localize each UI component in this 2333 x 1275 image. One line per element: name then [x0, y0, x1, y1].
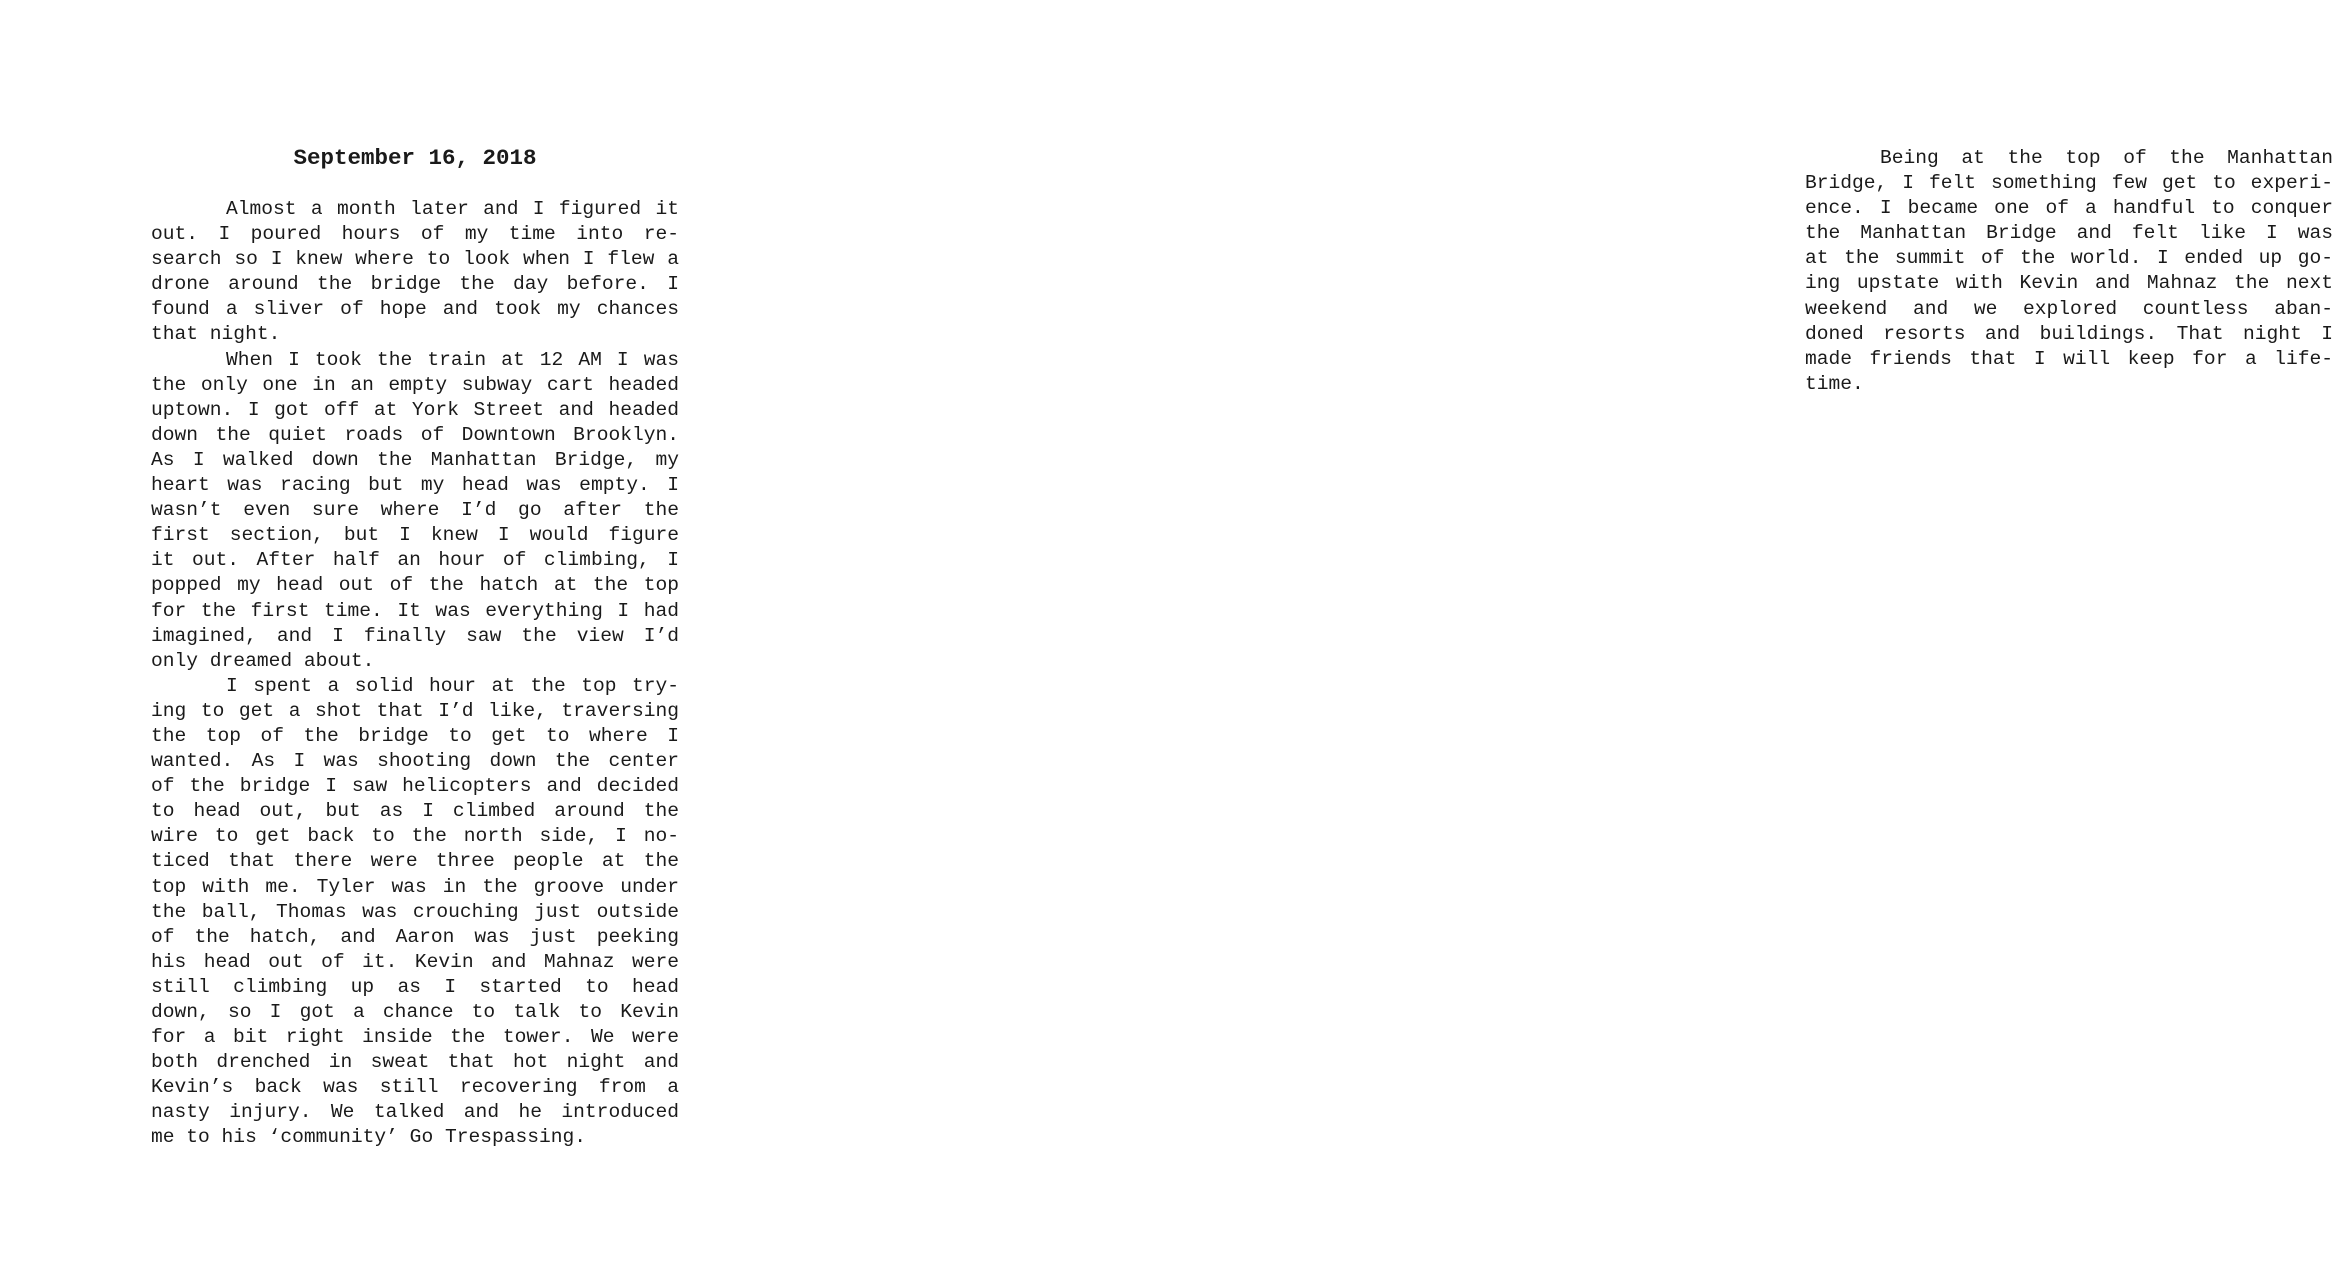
text-line: the only one in an empty subway cart headed [151, 373, 679, 396]
text-line: As I walked down the Manhattan Bridge, my [151, 448, 679, 471]
text-line: that night. [151, 323, 281, 346]
left-text-column [151, 197, 679, 1151]
text-line: ticed that there were three people at the [151, 850, 679, 873]
text-line: first section, but I knew I would figure [151, 524, 679, 547]
text-line: of the bridge I saw helicopters and decided [151, 775, 679, 798]
left-page [0, 0, 825, 1275]
text-line: ence. I became one of a handful to conquer [1805, 197, 2333, 220]
text-line: weekend and we explored countless aban- [1805, 297, 2333, 320]
text-line: out. I poured hours of my time into re- [151, 223, 679, 246]
text-line: Bridge, I felt something few get to experi- [1805, 172, 2333, 195]
text-line: time. [1805, 372, 1864, 395]
text-line: both drenched in sweat that hot night and [151, 1051, 679, 1074]
text-line: the Manhattan Bridge and felt like I was [1805, 222, 2333, 245]
text-line: wanted. As I was shooting down the center [151, 750, 679, 773]
text-line: drone around the bridge the day before. I [151, 273, 679, 296]
text-line: popped my head out of the hatch at the top [151, 574, 679, 597]
text-line: nasty injury. We talked and he introduced [151, 1101, 679, 1124]
text-line: uptown. I got off at York Street and headed [151, 398, 679, 421]
text-line: When I took the train at 12 AM I was [226, 348, 679, 371]
text-line: Being at the top of the Manhattan [1880, 147, 2333, 169]
text-line: wasn’t even sure where I’d go after the [151, 499, 679, 522]
text-line: Kevin’s back was still recovering from a [151, 1076, 679, 1099]
text-line: ing upstate with Kevin and Mahnaz the next [1805, 272, 2333, 295]
text-line: the ball, Thomas was crouching just outside [151, 900, 679, 923]
text-line: down, so I got a chance to talk to Kevin [151, 1001, 679, 1023]
right-page [825, 0, 2333, 1275]
text-line: wire to get back to the north side, I no- [151, 825, 679, 848]
text-line: at the summit of the world. I ended up go- [1805, 247, 2333, 270]
text-line: still climbing up as I started to head [151, 975, 679, 998]
text-line: his head out of it. Kevin and Mahnaz were [151, 950, 679, 973]
text-line: only dreamed about. [151, 649, 375, 672]
text-line: it out. After half an hour of climbing, I [151, 549, 679, 572]
text-line: I spent a solid hour at the top try- [226, 674, 679, 697]
text-line: of the hatch, and Aaron was just peeking [151, 925, 679, 948]
text-line: ing to get a shot that I’d like, traversing [151, 699, 679, 722]
text-line: down the quiet roads of Downtown Brooklyn. [151, 423, 679, 446]
entry-date-heading: September 16, 2018 [293, 145, 537, 171]
text-line: search so I knew where to look when I flew a [151, 248, 679, 271]
text-line: found a sliver of hope and took my chances [151, 298, 679, 321]
text-line: for a bit right inside the tower. We were [151, 1026, 679, 1049]
text-line: heart was racing but my head was empty. I [151, 474, 679, 497]
paragraph [151, 348, 679, 674]
text-line: made friends that I will keep for a life- [1805, 347, 2333, 370]
text-line: for the first time. It was everything I had [151, 599, 679, 622]
right-text-column [1805, 146, 2333, 397]
text-line: top with me. Tyler was in the groove under [151, 875, 679, 898]
text-line: the top of the bridge to get to where I [151, 724, 679, 747]
text-line: imagined, and I finally saw the view I’d [151, 624, 679, 647]
text-line: me to his ‘community’ Go Trespassing. [151, 1126, 587, 1149]
text-line: Almost a month later and I figured it [226, 198, 679, 220]
text-line: doned resorts and buildings. That night I [1805, 322, 2333, 345]
paragraph [151, 674, 679, 1151]
paragraph [151, 197, 679, 348]
text-line: to head out, but as I climbed around the [151, 800, 679, 823]
paragraph [1805, 146, 2333, 397]
